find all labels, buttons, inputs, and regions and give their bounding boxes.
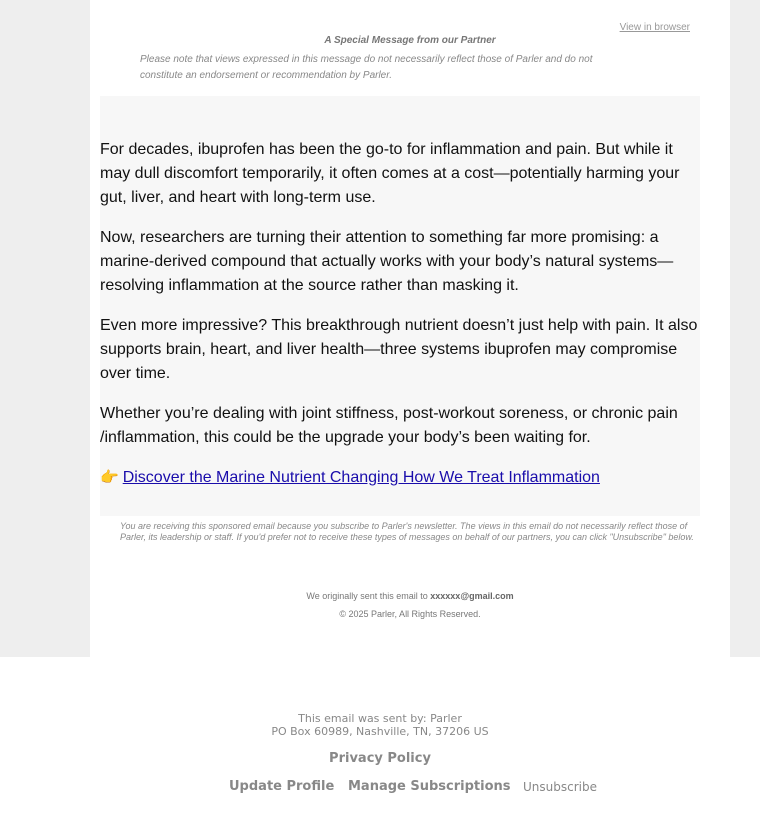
privacy-policy-link[interactable]: Privacy Policy bbox=[329, 751, 431, 766]
partner-disclaimer bbox=[140, 52, 650, 84]
sent-to-prefix: We originally sent this email to bbox=[306, 591, 431, 601]
message-body bbox=[100, 138, 705, 490]
body-paragraph: Whether you’re dealing with joint stiffness, post-workout soreness, or chronic pain /inflammation, this could be the upgrade your body’s been waiting for. bbox=[100, 405, 678, 446]
recipient-email: xxxxxx@gmail.com bbox=[430, 591, 514, 601]
footer-links bbox=[30, 779, 760, 797]
cta-link[interactable]: Discover the Marine Nutrient Changing How We Treat Inflammation bbox=[122, 469, 600, 486]
unsubscribe-link[interactable]: Unsubscribe bbox=[523, 780, 597, 794]
pointing-hand-icon: 👉 bbox=[100, 469, 119, 486]
disclaimer-line-2: constitute an endorsement or recommendation by Parler. bbox=[140, 70, 392, 81]
body-paragraph: For decades, ibuprofen has been the go-to for inflammation and pain. But while it may dull discomfort temporarily, it often comes at a cost—potentially harming your gut, liver, and heart with long-term use. bbox=[100, 141, 680, 206]
body-paragraph: Even more impressive? This breakthrough nutrient doesn’t just help with pain. It also supports brain, heart, and liver health—three systems ibuprofen may compromise over time. bbox=[100, 317, 698, 382]
email-card bbox=[90, 0, 730, 657]
message-content bbox=[100, 96, 700, 516]
cta-row bbox=[100, 466, 705, 490]
sent-by: This email was sent by: Parler bbox=[298, 712, 462, 725]
manage-subscriptions-link[interactable]: Manage Subscriptions bbox=[348, 779, 511, 794]
sent-to-line bbox=[90, 591, 730, 601]
sender-info bbox=[30, 712, 760, 738]
email-footer bbox=[30, 657, 760, 819]
update-profile-link[interactable]: Update Profile bbox=[229, 779, 335, 794]
sender-address: PO Box 60989, Nashville, TN, 37206 US bbox=[271, 725, 489, 738]
disclaimer-line-1: Please note that views expressed in this message do not necessarily reflect those of Parler and do not bbox=[140, 54, 593, 65]
privacy-row bbox=[30, 751, 760, 766]
copyright: © 2025 Parler, All Rights Reserved. bbox=[339, 609, 481, 619]
special-message-heading: A Special Message from our Partner bbox=[324, 35, 496, 46]
sponsored-email-notice: You are receiving this sponsored email because you subscribe to Parler's newsletter. The views in this email do not necessarily reflect those of Parler, its leadership or staff. If you'd prefer not to receive these types of messages on behalf of our partners, you can click "Unsubscribe" below. bbox=[120, 521, 694, 542]
view-in-browser-link[interactable]: View in browser bbox=[619, 22, 690, 33]
body-paragraph: Now, researchers are turning their attention to something far more promising: a marine-derived compound that actually works with your body’s natural systems—resolving inflammation at the source rather than masking it. bbox=[100, 229, 674, 294]
